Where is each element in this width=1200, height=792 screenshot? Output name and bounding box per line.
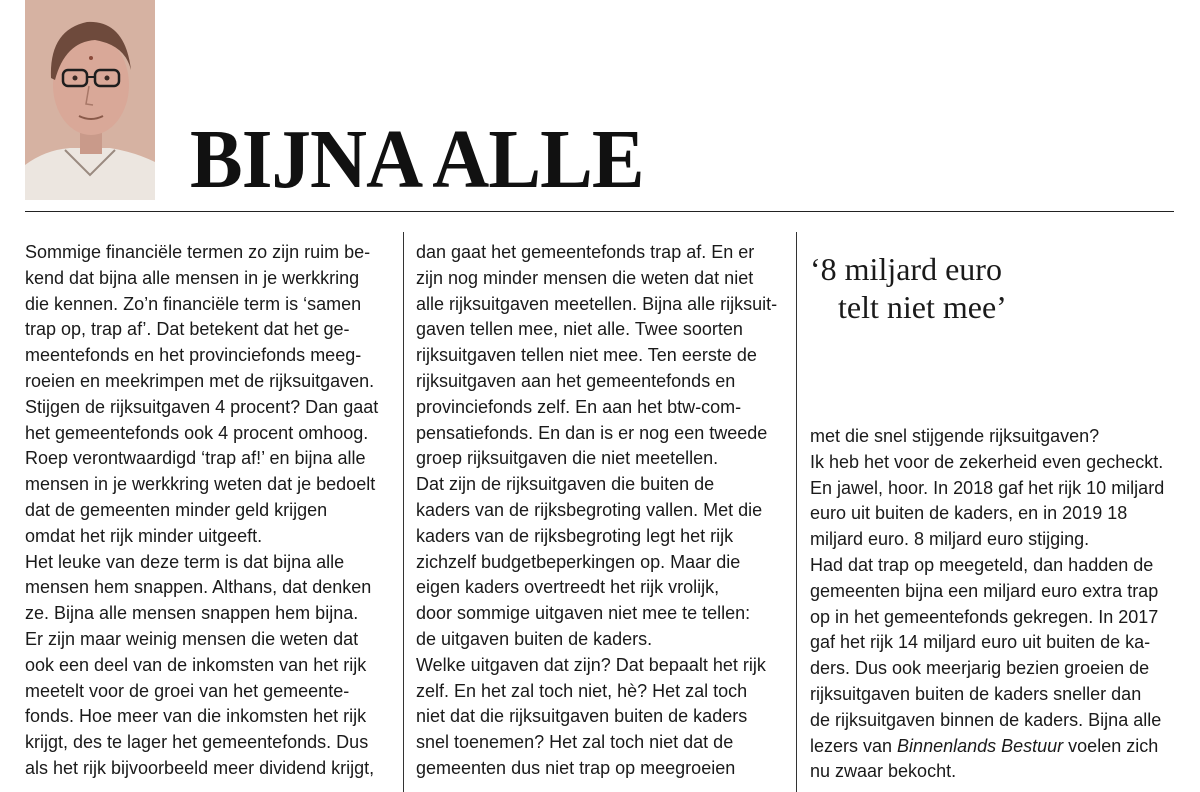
text-line: gemeenten dus niet trap op meegroeien: [416, 757, 736, 778]
text-line: kaders van de rijksbegroting vallen. Met die: [416, 499, 763, 520]
text-line: fonds. Hoe meer van die inkomsten het rijk: [25, 706, 367, 727]
text-line: als het rijk bijvoorbeeld meer dividend krijgt,: [25, 757, 375, 778]
pull-quote-line: ‘8 miljard euro: [810, 251, 1002, 287]
column-divider: [403, 232, 404, 792]
text-line: [810, 734, 1180, 760]
text-line: gaven tellen mee, niet alle. Twee soorten: [416, 319, 743, 340]
text-line: ook een deel van de inkomsten van het rijk: [25, 654, 367, 675]
text-line: gemeenten bijna een miljard euro extra trap: [810, 580, 1159, 601]
text-line: roeien en meekrimpen met de rijksuitgaven.: [25, 370, 375, 391]
publication-name: Binnenlands Bestuur: [897, 735, 1064, 756]
text-line: niet dat die rijksuitgaven buiten de kaders: [416, 706, 748, 727]
text-line: pensatiefonds. En dan is er nog een tweede: [416, 422, 768, 443]
text-line: En jawel, hoor. In 2018 gaf het rijk 10 miljard: [810, 477, 1165, 498]
text-line: dan gaat het gemeentefonds trap af. En er: [416, 242, 755, 262]
text-line: die kennen. Zo’n financiële term is ‘samen: [25, 293, 362, 314]
text-line: zichzelf budgetbeperkingen op. Maar die: [416, 551, 741, 572]
text-line: zelf. En het zal toch niet, hè? Het zal toch: [416, 680, 748, 701]
text-line: rijksuitgaven tellen niet mee. Ten eerste de: [416, 345, 757, 366]
text-line: alle rijksuitgaven meetellen. Bijna alle rijksuit-: [416, 293, 778, 314]
text-line: omdat het rijk minder uitgeeft.: [25, 525, 263, 546]
text-line: miljard euro. 8 miljard euro stijging.: [810, 529, 1090, 550]
text-line: het gemeentefonds ook 4 procent omhoog.: [25, 422, 369, 443]
text-line: door sommige uitgaven niet mee te tellen:: [416, 603, 751, 624]
text-line: groep rijksuitgaven die niet meetellen.: [416, 448, 719, 469]
text-line: Dat zijn de rijksuitgaven die buiten de: [416, 474, 715, 495]
pull-quote: [810, 250, 1180, 326]
text-line: gaf het rijk 14 miljard euro uit buiten de ka-: [810, 632, 1151, 653]
text-line: Stijgen de rijksuitgaven 4 procent? Dan gaat: [25, 396, 379, 417]
text-line: dat de gemeenten minder geld krijgen: [25, 499, 328, 520]
text-line: rijksuitgaven aan het gemeentefonds en: [416, 370, 736, 391]
text-line: Roep verontwaardigd ‘trap af!’ en bijna alle: [25, 448, 366, 469]
article-column-3: [810, 424, 1180, 785]
text-line: meentefonds en het provinciefonds meeg-: [25, 345, 362, 366]
text-line: Er zijn maar weinig mensen die weten dat: [25, 628, 359, 649]
text-line: meetelt voor de groei van het gemeente-: [25, 680, 350, 701]
text-line: rijksuitgaven buiten de kaders sneller dan: [810, 683, 1142, 704]
column-divider: [796, 232, 797, 792]
text-line: mensen hem snappen. Althans, dat denken: [25, 577, 372, 598]
text-line: Ik heb het voor de zekerheid even gecheckt.: [810, 451, 1164, 472]
pull-quote-line: telt niet mee’: [838, 289, 1007, 325]
text-fragment: voelen zich: [1063, 735, 1159, 756]
text-line: nu zwaar bekocht.: [810, 761, 957, 782]
text-line: mensen in je werkkring weten dat je bedoelt: [25, 474, 376, 495]
text-line: ders. Dus ook meerjarig bezien groeien de: [810, 658, 1150, 679]
article-column-2: [416, 240, 788, 782]
text-line: ze. Bijna alle mensen snappen hem bijna.: [25, 603, 359, 624]
text-line: kend dat bijna alle mensen in je werkkring: [25, 267, 360, 288]
text-line: eigen kaders overtreedt het rijk vrolijk,: [416, 577, 720, 598]
article-headline: BIJNA ALLE: [190, 113, 644, 206]
text-line: trap op, trap af’. Dat betekent dat het ge-: [25, 319, 350, 340]
header-rule: [25, 211, 1174, 212]
author-portrait-image: [25, 0, 155, 200]
text-fragment: lezers van: [810, 735, 898, 756]
text-line: krijgt, des te lager het gemeentefonds. Dus: [25, 732, 369, 753]
text-line: euro uit buiten de kaders, en in 2019 18: [810, 503, 1128, 524]
text-line: Sommige financiële termen zo zijn ruim be-: [25, 242, 371, 262]
text-line: kaders van de rijksbegroting legt het rijk: [416, 525, 734, 546]
text-line: Welke uitgaven dat zijn? Dat bepaalt het rijk: [416, 654, 766, 675]
text-line: de uitgaven buiten de kaders.: [416, 628, 653, 649]
text-line: snel toenemen? Het zal toch niet dat de: [416, 732, 734, 753]
text-line: de rijksuitgaven binnen de kaders. Bijna alle: [810, 709, 1162, 730]
text-line: met die snel stijgende rijksuitgaven?: [810, 426, 1100, 446]
author-photo: [25, 0, 155, 200]
text-line: op in het gemeentefonds gekregen. In 2017: [810, 606, 1159, 627]
text-line: provinciefonds zelf. En aan het btw-com-: [416, 396, 742, 417]
text-line: Het leuke van deze term is dat bijna alle: [25, 551, 345, 572]
article-column-1: [25, 240, 395, 782]
text-line: zijn nog minder mensen die weten dat niet: [416, 267, 754, 288]
text-line: Had dat trap op meegeteld, dan hadden de: [810, 554, 1154, 575]
